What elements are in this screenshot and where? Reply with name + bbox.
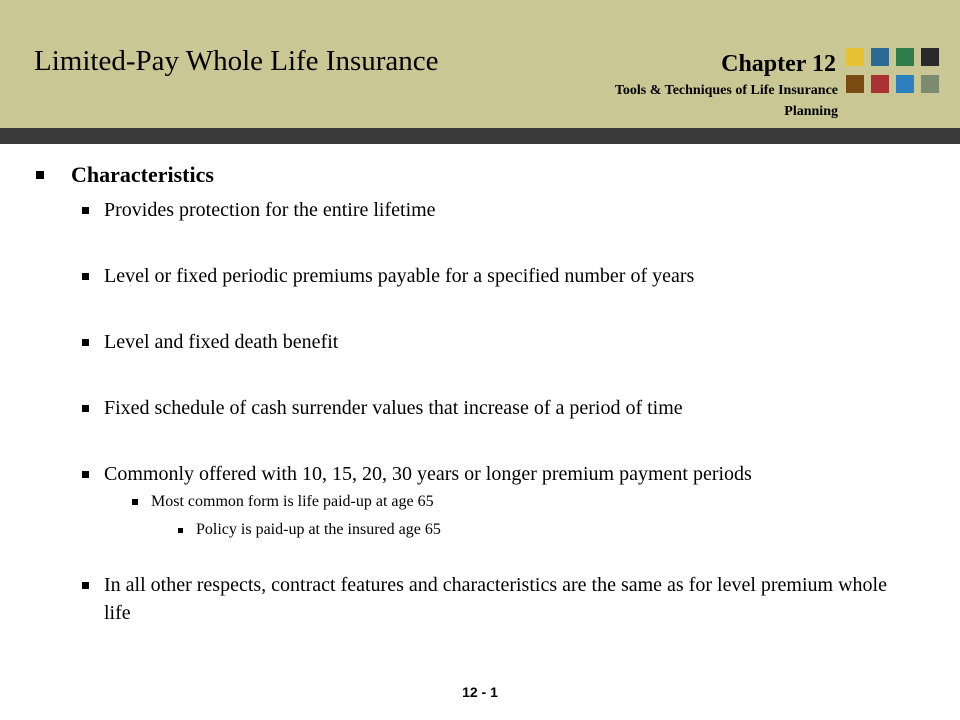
list-item-text: Fixed schedule of cash surrender values that increase of a period of time <box>104 397 683 419</box>
chapter-subtitle: Tools & Techniques of Life Insurance Planning <box>614 83 838 119</box>
heading-bullet <box>34 158 914 192</box>
sub-list-item-text: Most common form is life paid-up at age 65 <box>151 493 434 510</box>
square-icon <box>871 75 889 93</box>
square-bullet-icon <box>82 339 89 346</box>
section-heading: Characteristics <box>71 162 214 187</box>
sub-list-item <box>130 491 914 513</box>
square-bullet-icon <box>82 582 89 589</box>
square-bullet-icon <box>82 273 89 280</box>
slide-content <box>34 158 914 627</box>
square-bullet-icon <box>82 405 89 412</box>
slide-title: Limited-Pay Whole Life Insurance <box>34 45 439 77</box>
list-item-text: Level or fixed periodic premiums payable for a specified number of years <box>104 265 695 287</box>
list-item <box>80 196 914 224</box>
sub-sub-list-item <box>176 519 914 541</box>
list-item-text: Level and fixed death benefit <box>104 331 339 353</box>
list-item <box>80 394 914 422</box>
square-bullet-icon <box>82 471 89 478</box>
square-icon <box>896 75 914 93</box>
list-item <box>80 571 914 627</box>
list-item-text: Provides protection for the entire lifetime <box>104 199 436 221</box>
square-icon <box>921 48 939 66</box>
square-icon <box>921 75 939 93</box>
square-icon <box>871 48 889 66</box>
chapter-label: Chapter 12 <box>721 51 836 77</box>
square-icon <box>846 75 864 93</box>
square-bullet-icon <box>36 171 44 179</box>
list-item-text: Commonly offered with 10, 15, 20, 30 years or longer premium payment periods <box>104 463 752 485</box>
square-icon <box>846 48 864 66</box>
square-bullet-icon <box>82 207 89 214</box>
header-divider-bar <box>0 128 960 144</box>
list-item-text: In all other respects, contract features and characteristics are the same as for level premium whole life <box>104 574 887 624</box>
decorative-squares <box>846 48 946 98</box>
square-bullet-icon <box>132 499 138 505</box>
square-bullet-icon <box>178 528 183 533</box>
sub-sub-list-item-text: Policy is paid-up at the insured age 65 <box>196 521 441 538</box>
list-item <box>80 328 914 356</box>
list-item <box>80 460 914 488</box>
slide-header <box>0 0 960 128</box>
list-item <box>80 262 914 290</box>
square-icon <box>896 48 914 66</box>
page-number: 12 - 1 <box>462 684 498 700</box>
